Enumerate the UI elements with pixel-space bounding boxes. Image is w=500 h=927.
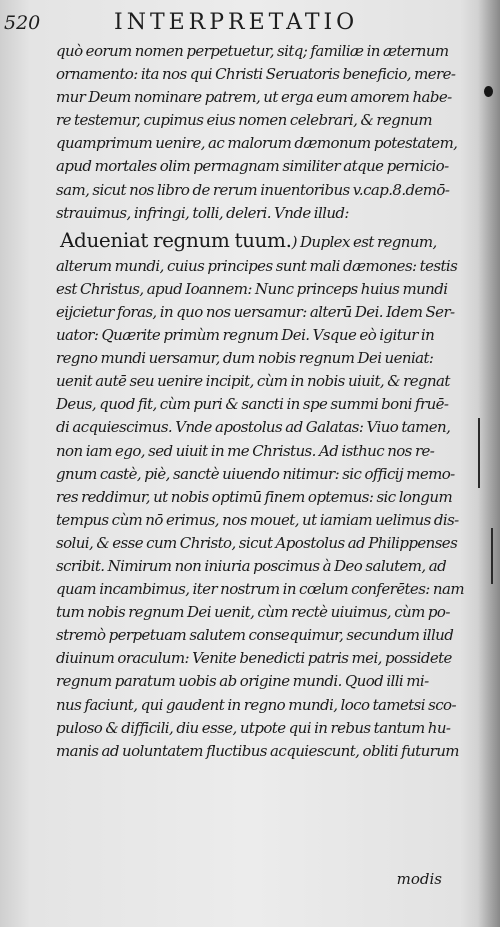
text-line: strauimus, infringi, tolli, deleri. Vnde illud:	[56, 203, 349, 222]
text-line: nus faciunt, qui gaudent in regno mundi, loco tametsi sco-	[56, 695, 456, 714]
text-line: eijcietur foras, in quo nos uersamur: alterū Dei. Idem Ser-	[56, 302, 455, 321]
running-title: INTERPRETATIO	[114, 10, 359, 35]
text-line: regnum paratum uobis ab origine mundi. Quod illi mi-	[56, 672, 429, 691]
text-line: uenit autē seu uenire incipit, cùm in nobis uiuit, & regnat	[56, 372, 450, 391]
text-line: scribit. Nimirum non iniuria poscimus à Deo salutem, ad	[56, 556, 447, 575]
text-line: est Christus, apud Ioannem: Nunc princeps huius mundi	[56, 279, 448, 298]
text-line: regno mundi uersamur, dum nobis regnum Dei ueniat:	[56, 349, 434, 368]
text-line: quam incambimus, iter nostrum in cœlum conferētes: nam	[56, 580, 464, 599]
text-line: Deus, quod fit, cùm puri & sancti in spe summi boni fruē-	[56, 395, 449, 414]
text-line: sam, sicut nos libro de rerum inuentoribus v.cap.8.demō-	[56, 180, 450, 199]
text-line: solui, & esse cum Christo, sicut Apostolus ad Philippenses	[56, 533, 458, 552]
text-line: manis ad uoluntatem fluctibus acquiescunt, obliti futurum	[56, 741, 459, 760]
page-number: 520	[4, 12, 41, 34]
text-line: re testemur, cupimus eius nomen celebrari, & regnum	[56, 111, 432, 130]
body-text	[56, 40, 470, 763]
text-line: non iam ego, sed uiuit in me Christus. Ad isthuc nos re-	[56, 441, 435, 460]
margin-mark	[478, 418, 480, 488]
text-line: diuinum oraculum: Venite benedicti patris mei, possidete	[56, 649, 452, 668]
margin-mark	[491, 528, 493, 584]
text-line: tum nobis regnum Dei uenit, cùm rectè uiuimus, cùm po-	[56, 603, 450, 622]
lemma-line	[56, 225, 470, 255]
text-line: ornamento: ita nos qui Christi Seruatoris beneficio, mere-	[56, 65, 456, 84]
text-line: quamprimum uenire, ac malorum dæmonum potestatem,	[56, 134, 458, 153]
text-line: di acquiescimus. Vnde apostolus ad Galatas: Viuo tamen,	[56, 418, 451, 437]
text-line: stremò perpetuam salutem consequimur, secundum illud	[56, 626, 454, 645]
lemma-continuation: ) Duplex est regnum,	[291, 232, 437, 251]
text-line: gnum castè, piè, sanctè uiuendo nitimur: sic officij memo-	[56, 464, 455, 483]
lemma-heading: Adueniat regnum tuum.	[60, 227, 292, 252]
catchword: modis	[396, 870, 442, 888]
text-line: alterum mundi, cuius principes sunt mali dæmones: testis	[56, 256, 458, 275]
running-head	[0, 8, 500, 38]
text-line: quò eorum nomen perpetuetur, sitq; familiæ in æternum	[56, 42, 449, 60]
text-line: uator: Quærite primùm regnum Dei. Vsque eò igitur in	[56, 326, 435, 345]
text-line: tempus cùm nō erimus, nos mouet, ut iamiam uelimus dis-	[56, 510, 459, 529]
ink-blot	[484, 86, 493, 97]
spine-shadow	[478, 0, 500, 927]
text-line: mur Deum nominare patrem, ut erga eum amorem habe-	[56, 88, 452, 107]
text-line: res reddimur, ut nobis optimū finem optemus: sic longum	[56, 487, 453, 506]
text-line: apud mortales olim permagnam similiter atque pernicio-	[56, 157, 449, 176]
text-line: puloso & difficili, diu esse, utpote qui in rebus tantum hu-	[56, 718, 451, 737]
